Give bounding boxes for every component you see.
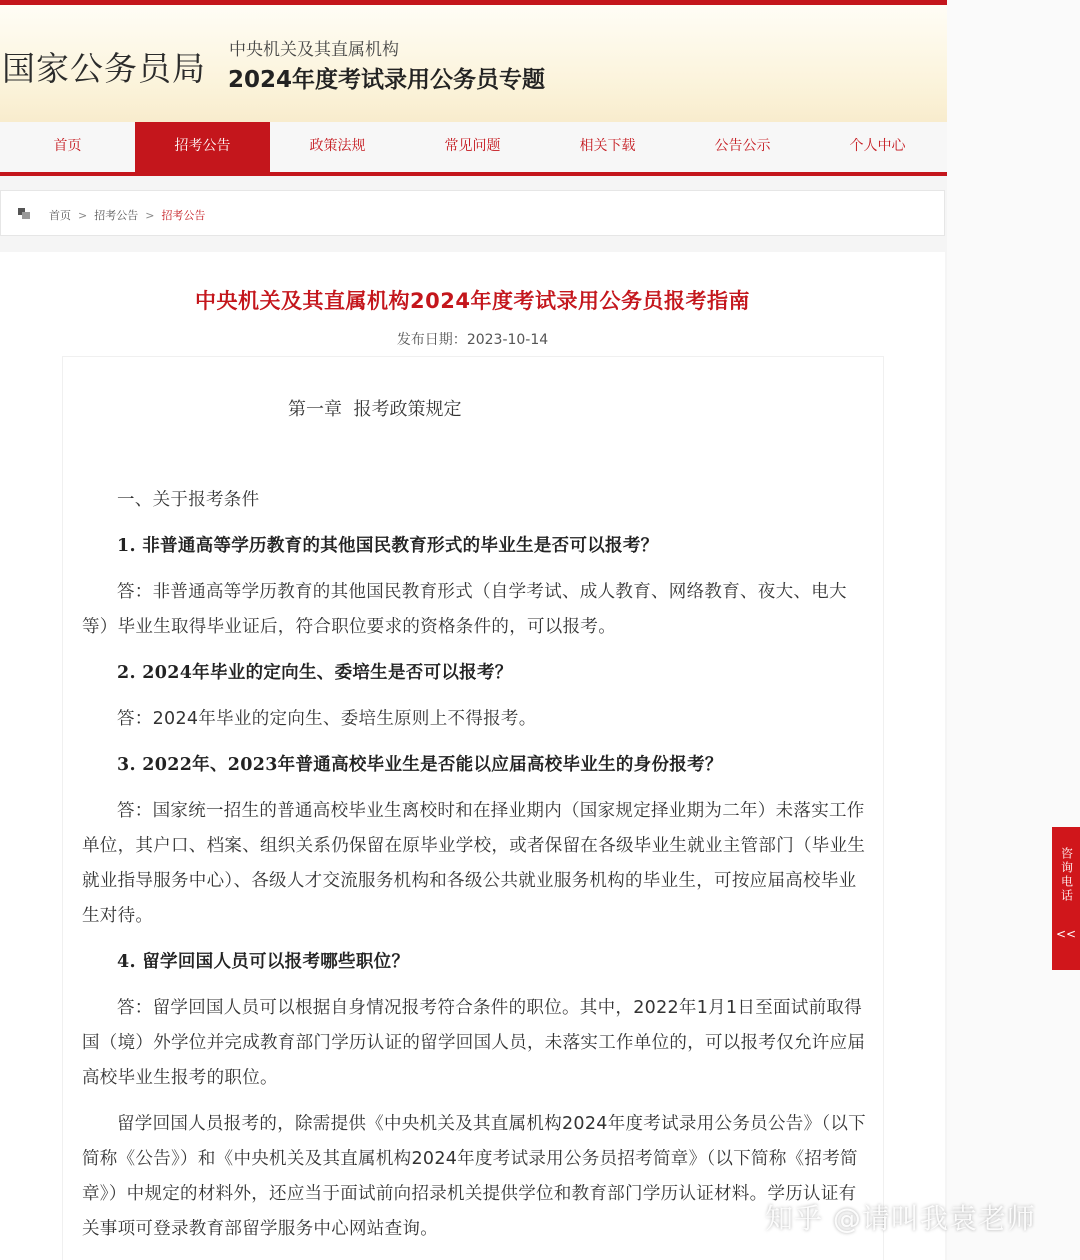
article-body (82, 483, 868, 1247)
nav-notices[interactable]: 公告公示 (714, 138, 771, 154)
site-header (0, 0, 947, 122)
answer-2: 答：2024年毕业的定向生、委培生原则上不得报考。 (117, 709, 537, 729)
question-2: 2. 2024年毕业的定向生、委培生是否可以报考？ (117, 663, 513, 683)
section-heading: 一、关于报考条件 (117, 490, 260, 510)
right-margin (947, 0, 1080, 1260)
breadcrumb-home[interactable]: 首页 (49, 209, 71, 222)
publish-date (0, 329, 945, 349)
consult-phone-tab[interactable] (1052, 827, 1080, 970)
question-4: 4. 留学回国人员可以报考哪些职位？ (117, 952, 410, 972)
consult-phone-text: 咨询电话 (1059, 847, 1074, 903)
question-1: 1. 非普通高等学历教育的其他国民教育形式的毕业生是否可以报考？ (117, 536, 659, 556)
answer-4-continued: 留学回国人员报考的，除需提供《中央机关及其直属机构2024年度考试录用公务员公告》（以下简称《公告》）和《中央机关及其直属机构2024年度考试录用公务员招考简章》（以下简称《招考简章》）中规定的材料外，还应当于面试前向招录机关提供学位和教育部门学历认证材料。学历认证有关事项可登录教育部留学服务中心网站查询。 (82, 1114, 866, 1239)
nav-faq[interactable]: 常见问题 (444, 138, 501, 154)
nav-downloads[interactable]: 相关下载 (579, 138, 636, 154)
nav-home[interactable]: 首页 (53, 138, 82, 154)
header-subtitle-topic: 2024年度考试录用公务员专题 (228, 67, 546, 93)
location-icon (18, 208, 30, 219)
nav-policies[interactable]: 政策法规 (309, 138, 366, 154)
breadcrumb-separator: > (78, 209, 88, 222)
watermark: 知乎 @请叫我袁老师 (765, 1202, 1036, 1235)
nav-user-center[interactable]: 个人中心 (849, 138, 906, 154)
article-title: 中央机关及其直属机构2024年度考试录用公务员报考指南 (195, 289, 750, 313)
main-nav (0, 122, 947, 176)
collapse-arrow-icon[interactable]: << (1055, 927, 1077, 941)
nav-announcements[interactable]: 招考公告 (135, 122, 270, 172)
site-logo[interactable]: 国家公务员局 (2, 49, 206, 88)
answer-1: 答：非普通高等学历教育的其他国民教育形式（自学考试、成人教育、网络教育、夜大、电大等）毕业生取得毕业证后，符合职位要求的资格条件的，可以报考。 (82, 582, 847, 637)
chapter-heading: 第一章 报考政策规定 (288, 399, 462, 420)
publish-date-label: 发布日期： (396, 332, 467, 348)
breadcrumb-separator: > (145, 209, 155, 222)
publish-date-value: 2023-10-14 (466, 332, 549, 348)
breadcrumb (0, 190, 945, 236)
answer-3: 答：国家统一招生的普通高校毕业生离校时和在择业期内（国家规定择业期为二年）未落实工作单位，其户口、档案、组织关系仍保留在原毕业学校，或者保留在各级毕业生就业主管部门（毕业生就业指导服务中心）、各级人才交流服务机构和各级公共就业服务机构的毕业生，可按应届高校毕业生对待。 (82, 801, 866, 926)
consult-phone-label (1052, 847, 1080, 907)
header-subtitle-org: 中央机关及其直属机构 (229, 40, 399, 60)
breadcrumb-current[interactable]: 招考公告 (161, 209, 206, 222)
breadcrumb-level1[interactable]: 招考公告 (94, 209, 139, 222)
question-3: 3. 2022年、2023年普通高校毕业生是否能以应届高校毕业生的身份报考？ (117, 755, 723, 775)
article-content (62, 356, 884, 1260)
answer-4: 答：留学回国人员可以根据自身情况报考符合条件的职位。其中，2022年1月1日至面试前取得国（境）外学位并完成教育部门学历认证的留学回国人员，未落实工作单位的，可以报考仅允许应届高校毕业生报考的职位。 (82, 998, 866, 1088)
article (0, 252, 945, 1260)
